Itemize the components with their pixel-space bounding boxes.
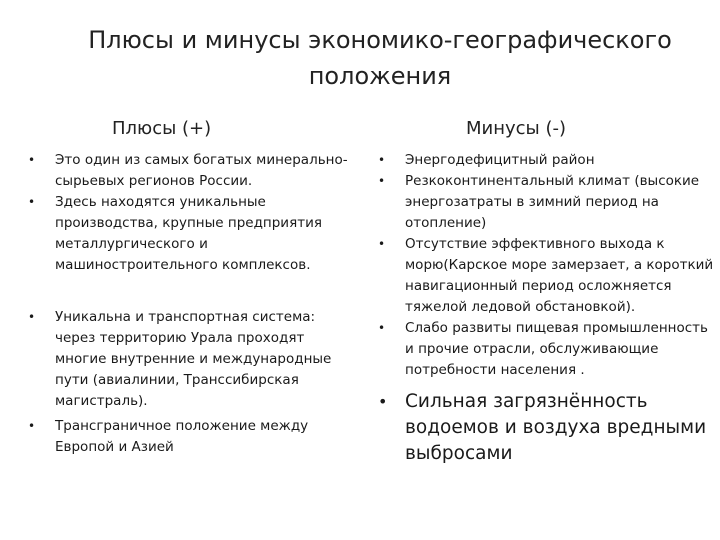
- minus-item-text: Сильная загрязнённость водоемов и воздуха вредными выбросами: [405, 391, 707, 464]
- plus-item-text: Здесь находятся уникальные производства, крупные предприятия металлургического и машиностроительного комплексов.: [55, 194, 322, 273]
- plus-item-mineral-resources: [28, 150, 358, 192]
- title-line-2: положения: [308, 62, 452, 90]
- bullet-icon: •: [28, 195, 36, 209]
- plus-item-transport: [28, 307, 358, 412]
- minus-item-text: Резкоконтинентальный климат (высокие энергозатраты в зимний период на отопление): [405, 173, 700, 231]
- bullet-icon: •: [378, 237, 386, 251]
- bullet-icon: •: [28, 310, 36, 324]
- plus-item-borderline: [28, 416, 358, 458]
- minus-item-text: Слабо развиты пищевая промышленность и прочие отрасли, обслуживающие потребности населения .: [405, 320, 708, 378]
- bullet-icon: •: [28, 419, 36, 433]
- bullet-icon: •: [378, 392, 388, 411]
- bullet-icon: •: [28, 153, 36, 167]
- minus-item-text: Отсутствие эффективного выхода к морю(Карское море замерзает, а короткий навигационный период осложняется тяжелой ледовой обстановкой).: [405, 236, 714, 315]
- plus-item-text: Трансграничное положение между Европой и Азией: [55, 418, 309, 455]
- plus-item-text: Уникальна и транспортная система: через территорию Урала проходят многие внутренние и международные пути (авиалинии, Транссибирская магистраль).: [55, 309, 332, 409]
- minus-item-climate: [378, 171, 716, 234]
- page-title: [40, 22, 720, 94]
- minus-item-food-industry: [378, 318, 716, 381]
- bullet-icon: •: [378, 321, 386, 335]
- plus-list: [28, 150, 358, 458]
- plus-item-text: Это один из самых богатых минерально-сырьевых регионов России.: [55, 152, 348, 189]
- bullet-icon: •: [378, 174, 386, 188]
- title-line-1: Плюсы и минусы экономико-географического: [88, 26, 672, 54]
- minus-item-text: Энергодефицитный район: [405, 152, 595, 168]
- minus-column-heading: Минусы (-): [466, 118, 567, 139]
- minus-item-pollution: [378, 389, 716, 467]
- plus-item-industries: [28, 192, 358, 276]
- minus-item-energy-deficit: [378, 150, 716, 171]
- plus-column-heading: Плюсы (+): [112, 118, 212, 139]
- bullet-icon: •: [378, 153, 386, 167]
- minus-list: [378, 150, 716, 467]
- minus-item-sea-access: [378, 234, 716, 318]
